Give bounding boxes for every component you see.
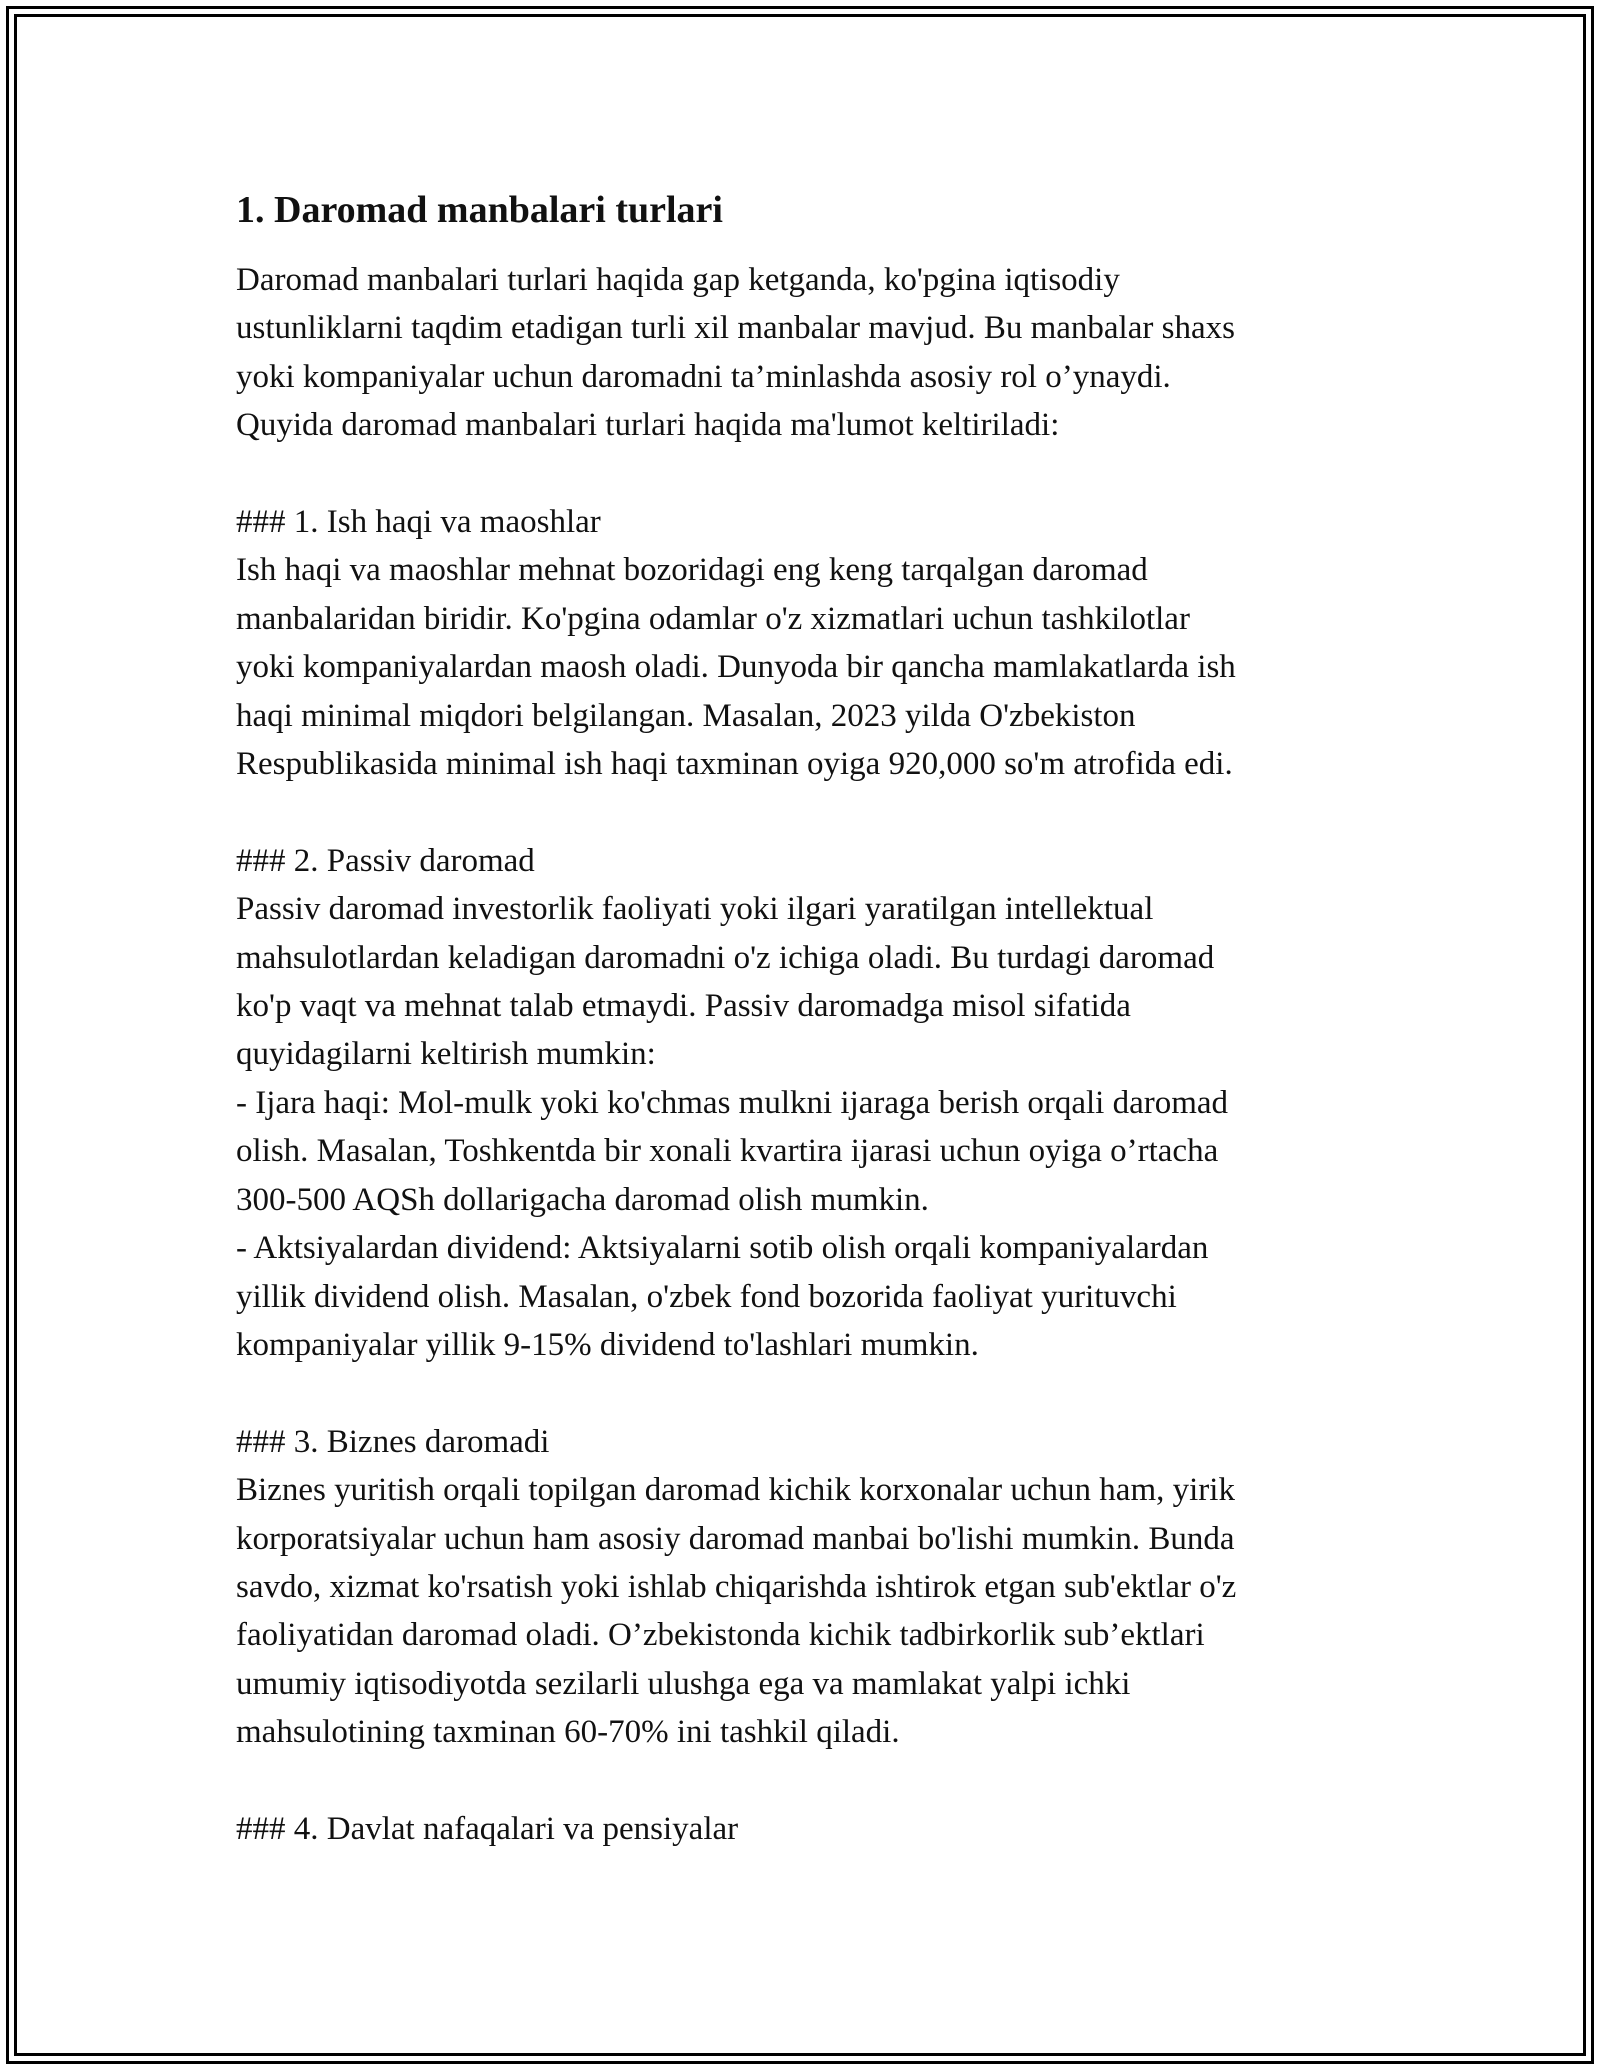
- section-heading-3: ### 3. Biznes daromadi: [236, 1423, 550, 1460]
- document-title: 1. Daromad manbalari turlari: [236, 189, 723, 231]
- document-body: [236, 186, 1386, 1853]
- section-body-1: Ish haqi va maoshlar mehnat bozoridagi eng keng tarqalgan daromad manbalaridan biridir. Ko'pgina odamlar o'z xizmatlari uchun tashkilotlar yoki kompaniyalardan maosh oladi. Dunyoda bir qancha mamlakatlarda ish haqi minimal miqdori belgilangan. Masalan, 2023 yilda O'zbekiston Respublikasida minimal ish haqi taxminan oyiga 920,000 so'm atrofida edi.: [236, 552, 1236, 783]
- spacer: [236, 1757, 1386, 1805]
- section-heading-4: ### 4. Davlat nafaqalari va pensiyalar: [236, 1810, 739, 1847]
- spacer: [236, 450, 1386, 498]
- spacer: [236, 1369, 1386, 1417]
- section-body-2: Passiv daromad investorlik faoliyati yoki ilgari yaratilgan intellektual mahsulotlardan keladigan daromadni o'z ichiga oladi. Bu turdagi daromad ko'p vaqt va mehnat talab etmaydi. Passiv daromadga misol sifatida quyidagilarni keltirish mumkin: - Ijara haqi: Mol-mulk yoki ko'chmas mulkni ijaraga berish orqali daromad olish. Masalan, Toshkentda bir xonali kvartira ijarasi uchun oyiga o’rtacha 300-500 AQSh dollarigacha daromad olish mumkin. - Aktsiyalardan dividend: Aktsiyalarni sotib olish orqali kompaniyalardan yillik dividend olish. Masalan, o'zbek fond bozorida faoliyat yurituvchi kompaniyalar yillik 9-15% dividend to'lashlari mumkin.: [236, 891, 1229, 1363]
- section-body-3: Biznes yuritish orqali topilgan daromad kichik korxonalar uchun ham, yirik korporatsiyalar uchun ham asosiy daromad manbai bo'lishi mumkin. Bunda savdo, xizmat ko'rsatish yoki ishlab chiqarishda ishtirok etgan sub'ektlar o'z faoliyatidan daromad oladi. O’zbekistonda kichik tadbirkorlik sub’ektlari umumiy iqtisodiyotda sezilarli ulushga ega va mamlakat yalpi ichki mahsulotining taxminan 60-70% ini tashkil qiladi.: [236, 1472, 1237, 1751]
- section-heading-2: ### 2. Passiv daromad: [236, 842, 535, 879]
- section-heading-1: ### 1. Ish haqi va maoshlar: [236, 504, 601, 541]
- spacer: [236, 788, 1386, 836]
- intro-paragraph: Daromad manbalari turlari haqida gap ketganda, ko'pgina iqtisodiy ustunliklarni taqdim etadigan turli xil manbalar mavjud. Bu manbalar shaxs yoki kompaniyalar uchun daromadni ta’minlashda asosiy rol o’ynaydi. Quyida daromad manbalari turlari haqida ma'lumot keltiriladi:: [236, 262, 1235, 444]
